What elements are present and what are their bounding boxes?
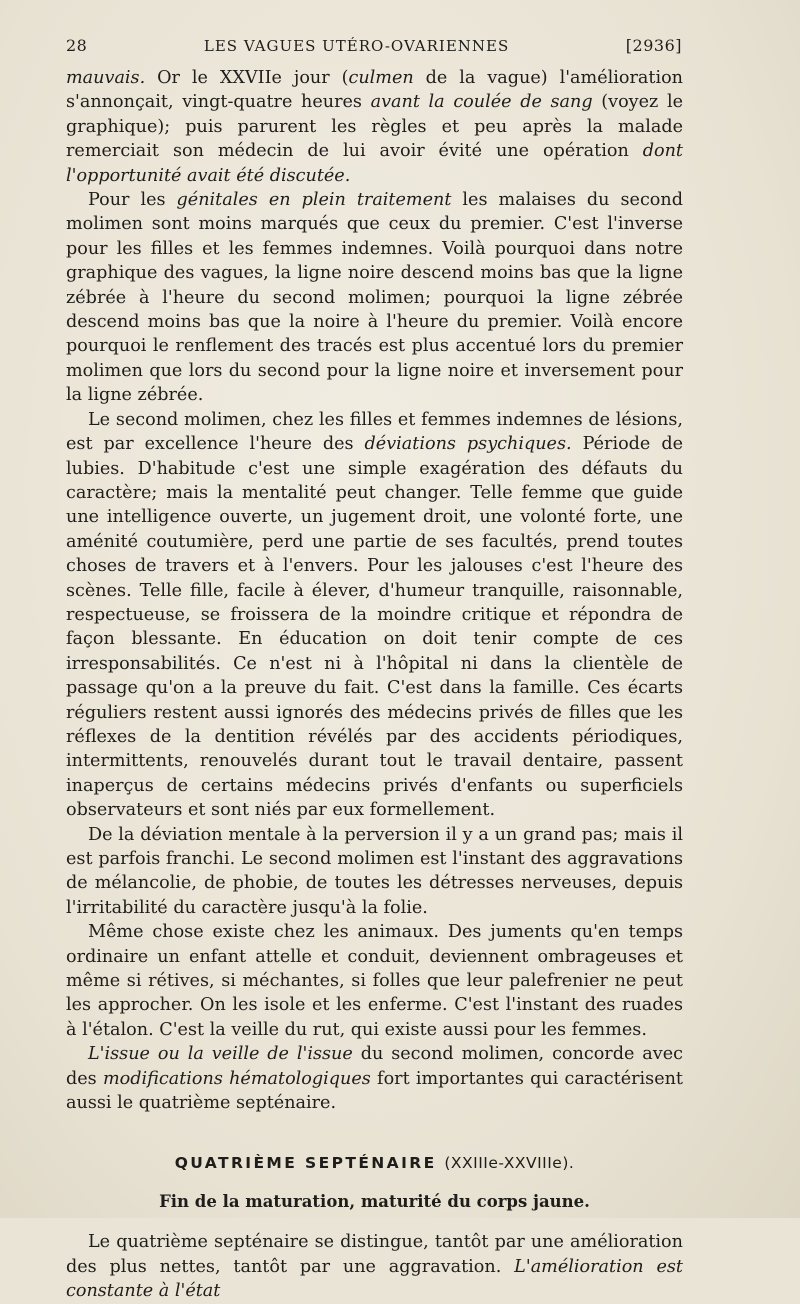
emphasis: mauvais. [66, 68, 146, 88]
text-run: Le second molimen, chez les filles et femmes indemnes de lésions, est par excellence l'heure des [66, 409, 683, 455]
paragraph [66, 1042, 683, 1115]
emphasis: culmen [348, 68, 414, 88]
text-run: Or le XXVIIe jour ( [145, 68, 349, 88]
bracket-number: [2936] [625, 36, 682, 55]
body-text [66, 66, 683, 1304]
paragraph: Même chose existe chez les animaux. Des juments qu'en temps ordinaire un enfant attelle et conduit, deviennent ombrageuses et même si rétives, si méchantes, si folles que leur palefrenier ne peut les approcher. On les isole et les enferme. C'est l'instant des ruades à l'étalon. C'est la veille du rut, qui existe aussi pour les femmes. [66, 922, 683, 1040]
text-run: Le quatrième septénaire se distingue, tantôt par une amélioration des plus nettes, tantôt par une aggravation. [66, 1232, 683, 1277]
emphasis: déviations psychiques. [364, 434, 572, 455]
running-title: LES VAGUES UTÉRO-OVARIENNES [203, 37, 510, 55]
emphasis: dont l'opportunité avait été discutée. [66, 141, 683, 186]
emphasis: L'amélioration est constante à l'état [66, 1256, 683, 1302]
section-heading-text: QUATRIÈME SEPTÉNAIRE [174, 1154, 437, 1173]
page-number: 28 [66, 36, 88, 55]
text-run: de la vague) l'amélioration s'annonçait, vingt-quatre heures [66, 68, 683, 113]
paragraph [66, 66, 683, 188]
emphasis: modifications hématologiques [102, 1068, 371, 1089]
text-run: du second molimen, concorde avec des [66, 1044, 683, 1089]
section-subtitle: Fin de la maturation, maturité du corps jaune. [159, 1191, 590, 1211]
section-range: (XXIIIe-XXVIIIe). [444, 1154, 575, 1173]
text-run: fort importantes qui caractérisent aussi le quatrième septénaire. [66, 1068, 684, 1114]
emphasis: L'issue ou la veille de l'issue [88, 1044, 353, 1065]
paragraph [66, 1230, 683, 1303]
paragraph: De la déviation mentale à la perversion il y a un grand pas; mais il est parfois franchi. Le second molimen est l'instant des aggravations de mélancolie, de phobie, de toutes les détresses nerveuses, depuis l'irritabilité du caractère jusqu'à la folie. [66, 824, 683, 918]
running-header [66, 36, 682, 55]
paragraph [66, 408, 683, 823]
text-run: Période de lubies. D'habitude c'est une simple exagération des défauts du caractère; mais la mentalité peut changer. Telle femme que guide une intelligence ouverte, un jugement droit, une volonté forte, une aménité coutumière, perd une partie de ses facultés, prend toutes choses de travers et à l'envers. Pour les jalouses c'est l'heure des scènes. Telle fille, facile à élever, d'humeur tranquille, raisonnable, respectueuse, se froissera de la moindre critique et répondra de façon blessante. En éducation on doit tenir compte de ces irresponsabilités. Ce n'est ni à l'hôpital ni dans la clientèle de passage qu'on a la preuve du fait. C'est dans la famille. Ces écarts réguliers restent aussi ignorés des médecins privés de filles que les réflexes de la dentition révélés par des accidents périodiques, intermittents, renouvelés durant tout le travail dentaire, passent inaperçus de certains médecins privés d'enfants ou superficiels observateurs et sont niés par eux formellement. [66, 434, 684, 821]
paragraph [66, 188, 683, 408]
section-heading [66, 1151, 683, 1175]
emphasis: génitales en plein traitement [176, 190, 452, 211]
text-run: (voyez le graphique); puis parurent les règles et peu après la malade remerciait son médecin de lui avoir évité une opération [66, 92, 683, 162]
emphasis: avant la coulée de sang [370, 92, 593, 113]
text-run: Pour les [88, 190, 177, 211]
text-run: les malaises du second molimen sont moins marqués que ceux du premier. C'est l'inverse pour les filles et les femmes indemnes. Voilà pourquoi dans notre graphique des vagues, la ligne noire descend moins bas que la ligne zébrée à l'heure du second molimen; pourquoi la ligne zébrée descend moins bas que la noire à l'heure du premier. Voilà encore pourquoi le renflement des tracés est plus accentué lors du premier molimen que lors du second pour la ligne noire et inversement pour la ligne zébrée. [66, 190, 683, 406]
